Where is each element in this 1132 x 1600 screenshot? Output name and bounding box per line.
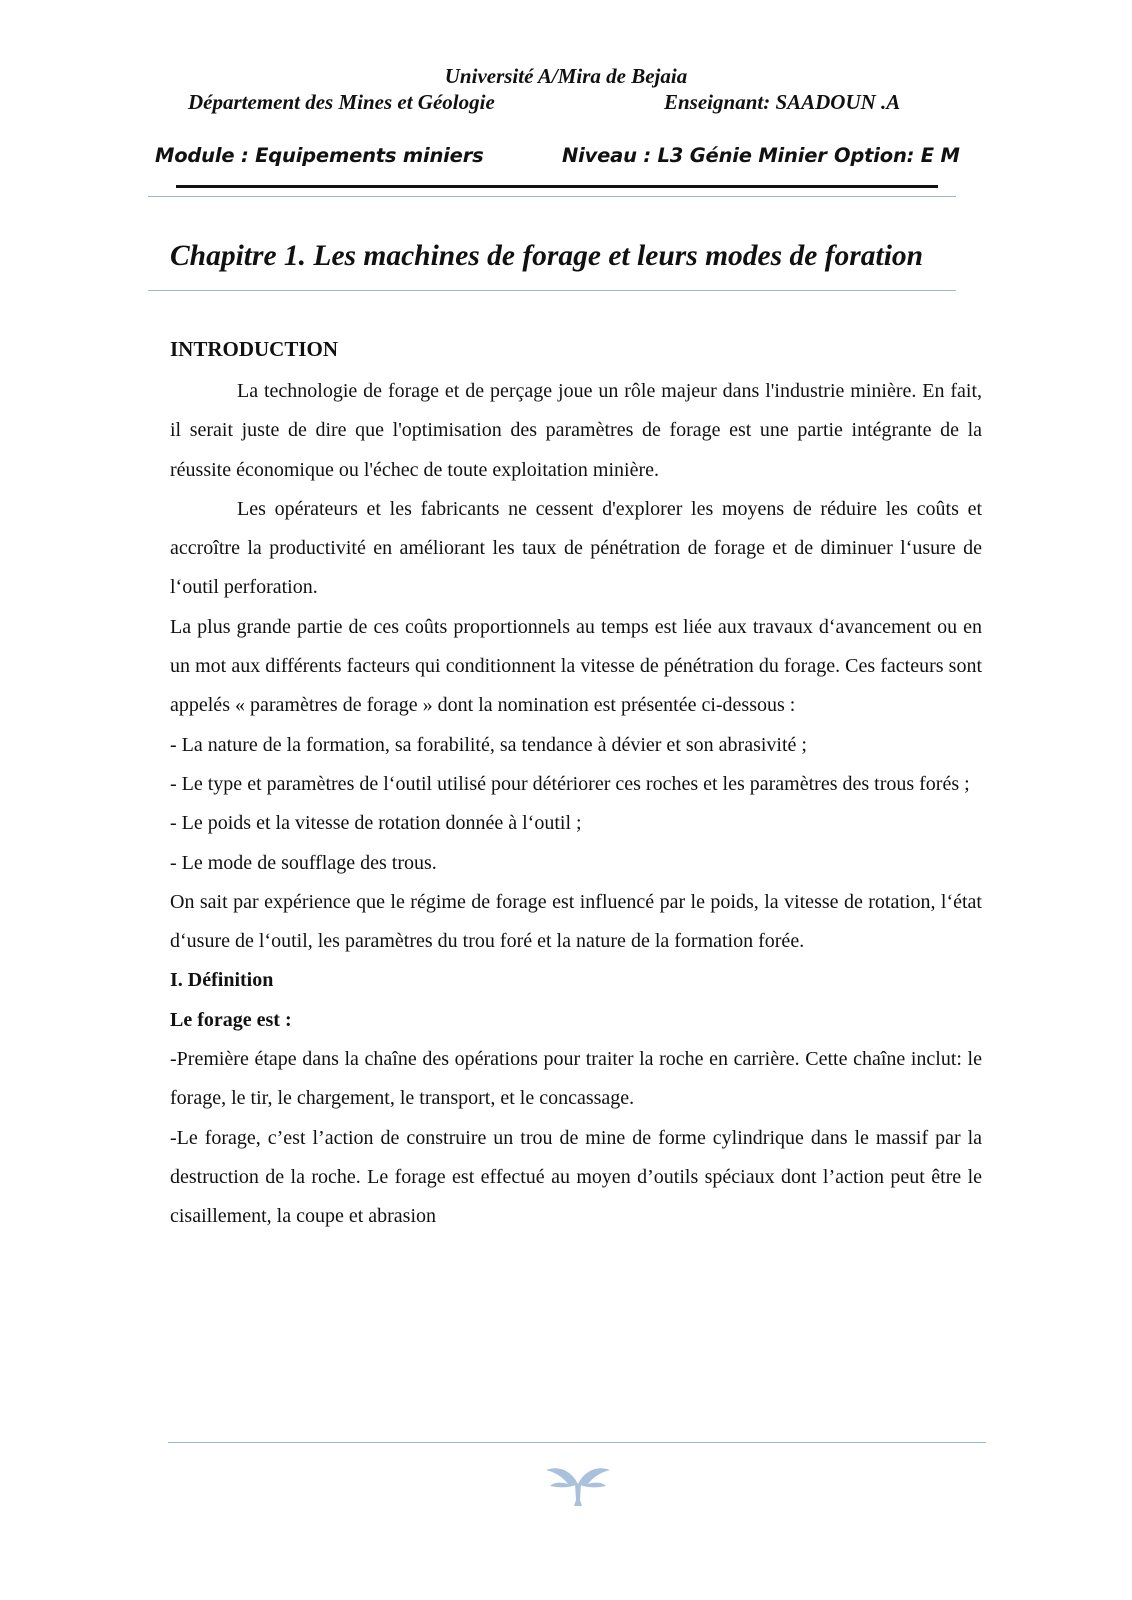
university-name: Université A/Mira de Bejaia xyxy=(444,64,688,88)
chapter-divider xyxy=(148,290,956,291)
definition-heading: I. Définition xyxy=(170,969,274,992)
option-label: Option: E M xyxy=(834,144,960,167)
list-item: - La nature de la formation, sa forabilité, sa tendance à dévier et son abrasivité ; xyxy=(170,733,807,756)
list-item: - Le poids et la vitesse de rotation donnée à l‘outil ; xyxy=(170,812,582,835)
list-item: - Le type et paramètres de l‘outil utilisé pour détériorer ces roches et les paramètres des trous forés ; xyxy=(170,772,970,795)
header-blue-divider xyxy=(148,196,956,197)
definition-paragraph-1: -Première étape dans la chaîne des opérations pour traiter la roche en carrière. Cette chaîne inclut: le forage, le tir, le chargement, le transport, et le concassage. xyxy=(170,1048,982,1110)
chapter-title: Chapitre 1. Les machines de forage et leurs modes de foration xyxy=(170,240,924,272)
definition-subheading: Le forage est : xyxy=(170,1008,292,1031)
intro-paragraph-3: La plus grande partie de ces coûts proportionnels au temps est liée aux travaux d‘avancement ou en un mot aux différents facteurs qui conditionnent la vitesse de pénétration du forage. Ces facteurs sont appelés « paramètres de forage » dont la nomination est présentée ci-dessous : xyxy=(170,615,982,717)
footer-divider xyxy=(168,1442,986,1443)
department-name: Département des Mines et Géologie xyxy=(188,90,495,114)
intro-paragraph-4: On sait par expérience que le régime de forage est influencé par le poids, la vitesse de rotation, l‘état d‘usure de l‘outil, les paramètres du trou foré et la nature de la formation forée. xyxy=(170,890,982,953)
module-name: Module : Equipements miniers xyxy=(155,144,484,167)
teacher-name: Enseignant: SAADOUN .A xyxy=(664,90,901,114)
header-divider xyxy=(176,185,938,188)
document-body xyxy=(170,372,982,1237)
intro-paragraph-1: La technologie de forage et de perçage joue un rôle majeur dans l'industrie minière. En fait, il serait juste de dire que l'optimisation des paramètres de forage est une partie intégrante de la réussite économique ou l'échec de toute exploitation minière. xyxy=(170,380,982,481)
leaf-ornament-icon xyxy=(542,1456,614,1508)
level-label: Niveau : L3 Génie Minier xyxy=(562,144,827,167)
list-item: - Le mode de soufflage des trous. xyxy=(170,851,437,874)
definition-paragraph-2: -Le forage, c’est l’action de construire un trou de mine de forme cylindrique dans le massif par la destruction de la roche. Le forage est effectué au moyen d’outils spéciaux dont l’action peut être le cisaillement, la coupe et abrasion xyxy=(170,1126,982,1228)
intro-heading: INTRODUCTION xyxy=(170,337,339,361)
intro-paragraph-2: Les opérateurs et les fabricants ne cessent d'explorer les moyens de réduire les coûts et accroître la productivité en améliorant les taux de pénétration de forage et de diminuer l‘usure de l‘outil perforation. xyxy=(170,497,982,599)
